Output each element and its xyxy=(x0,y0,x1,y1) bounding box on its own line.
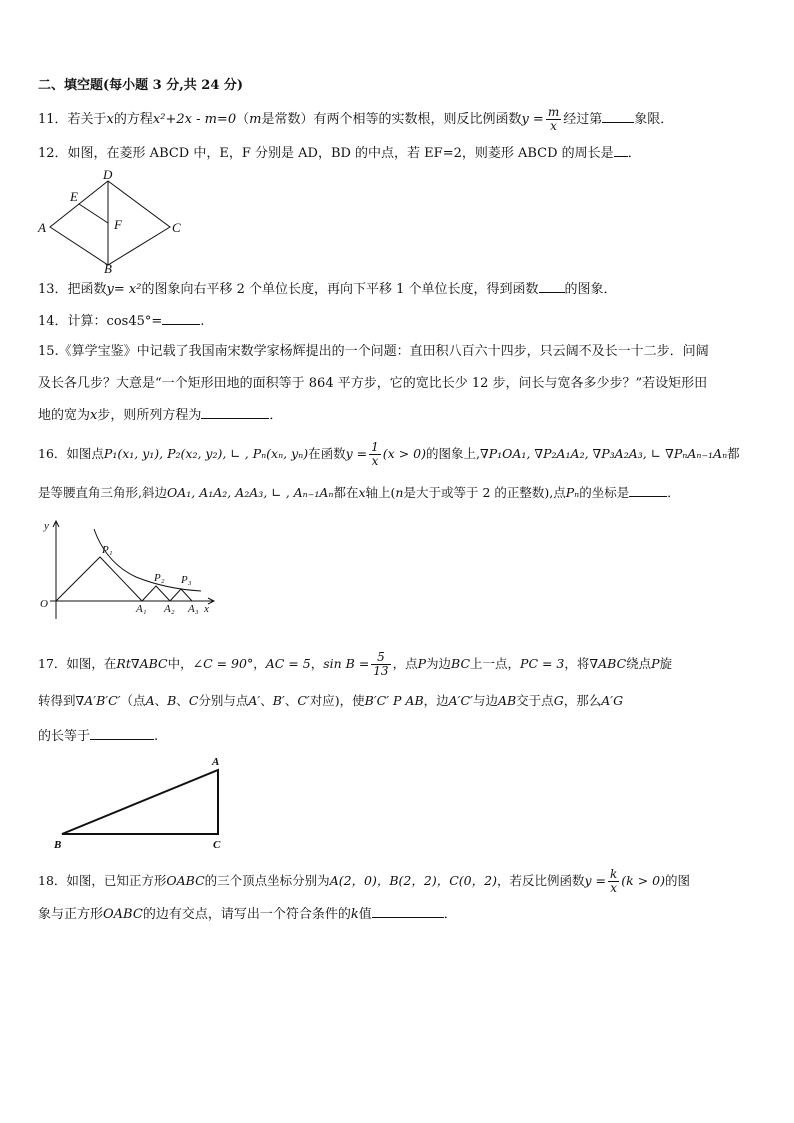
q17-text-e: ，点 xyxy=(392,656,418,671)
q13-function: y= x² xyxy=(106,282,142,297)
sep: 、 xyxy=(154,693,168,708)
q16-text-b: 在函数 xyxy=(308,446,346,461)
question-13 xyxy=(38,280,617,299)
q16-num: 1 xyxy=(371,440,379,454)
q12-end: ． xyxy=(627,146,641,161)
q17-text-t: . xyxy=(154,729,159,744)
label-c: C xyxy=(172,220,181,235)
hyperbola-figure xyxy=(36,515,226,627)
q17-sin: sin B = xyxy=(323,656,370,671)
label-x: x xyxy=(204,603,209,615)
q17-fraction xyxy=(371,651,390,678)
var-c-prime: C′ xyxy=(297,693,310,708)
label-a1: A₁ xyxy=(136,603,147,615)
q18-coordinates: A(2，0)，B(2，2)，C(0，2) xyxy=(329,873,497,888)
q17-text-h: ，将 xyxy=(564,656,590,671)
var-c: C xyxy=(188,693,199,708)
var-a: A xyxy=(145,693,155,708)
q17-text-c: ， xyxy=(253,656,266,671)
right-triangle-figure xyxy=(50,752,240,852)
q17-ag: A′G xyxy=(601,693,624,708)
q16-condition: (x > 0) xyxy=(382,446,426,461)
q16-den: x xyxy=(371,454,379,468)
question-18-line-1 xyxy=(38,868,690,895)
label-e: E xyxy=(70,189,78,204)
q16-edges: OA₁, A₁A₂, A₂A₃, ∟ , Aₙ₋₁Aₙ xyxy=(166,485,334,500)
answer-blank-17[interactable] xyxy=(90,727,154,740)
answer-blank-14[interactable] xyxy=(162,312,200,325)
label-p1: P₁ xyxy=(102,544,113,556)
q17-text-n: 对应)，使 xyxy=(309,693,365,708)
q18-text-a: 18．如图，已知正方形 xyxy=(38,873,167,888)
answer-blank-15[interactable] xyxy=(201,406,269,419)
q18-fraction xyxy=(608,868,619,895)
q17-text-i: 绕点 xyxy=(626,656,652,671)
q11-text-c: （ xyxy=(236,112,250,127)
q15-text-b: 步，则所列方程为 xyxy=(97,408,202,423)
q15-text-a: 地的宽为 xyxy=(38,408,91,423)
q11-text-d: 是常数）有两个相等的实数根，则反比例函数 xyxy=(261,112,522,127)
answer-blank-18[interactable] xyxy=(372,905,444,918)
rhombus-figure xyxy=(30,165,190,275)
q17-parallel: B′C′ P AB xyxy=(364,693,424,708)
question-16-line-2 xyxy=(38,484,680,502)
q17-text-b: 中， xyxy=(167,656,193,671)
q13-text-a: 13．把函数 xyxy=(38,282,107,297)
q18-condition: (k > 0) xyxy=(621,873,665,888)
q17-text-o: ，边 xyxy=(423,693,449,708)
q17-den: 13 xyxy=(373,664,389,678)
answer-blank-13[interactable] xyxy=(539,280,565,293)
q13-text-c: 的图象． xyxy=(564,282,617,297)
q17-text-k: 转得到 xyxy=(38,693,76,708)
q11-den: x xyxy=(550,119,557,133)
q17-ac: AC = 5 xyxy=(265,656,311,671)
q18-text-c: ，若反比例函数 xyxy=(496,873,585,888)
var-k: k xyxy=(350,907,359,922)
q17-abc: ∇ABC xyxy=(589,656,627,671)
q11-fraction xyxy=(546,106,561,133)
question-11 xyxy=(38,106,673,133)
q18-text-b: 的三个顶点坐标分别为 xyxy=(204,873,330,888)
sep: 、 xyxy=(260,693,273,708)
q16-points: P₁(x₁, y₁), P₂(x₂, y₂), ∟ , Pₙ(xₙ, yₙ) xyxy=(103,446,309,461)
q16-text-j: ． xyxy=(667,485,680,500)
q18-den: x xyxy=(610,881,618,895)
answer-blank-12[interactable] xyxy=(614,144,628,157)
q16-text-g: 轴上( xyxy=(365,485,396,500)
q18-text-f: 的边有交点，请写出一个符合条件的 xyxy=(142,907,351,922)
q11-equation: x²+2x - m=0 xyxy=(152,112,237,127)
q17-text-r: ，那么 xyxy=(563,693,602,708)
q17-text-a: 17．如图，在 xyxy=(38,656,117,671)
question-17-line-1 xyxy=(38,651,672,678)
q18-square: OABC xyxy=(166,873,205,888)
question-18-line-2 xyxy=(38,905,457,924)
q18-text-h: ． xyxy=(443,907,457,922)
section-title: 二、填空题(每小题 3 分,共 24 分) xyxy=(38,78,244,93)
var-p: P xyxy=(651,656,660,671)
label-f: F xyxy=(114,217,122,232)
q18-text-e: 象与正方形 xyxy=(38,907,104,922)
var-n: n xyxy=(395,485,404,500)
q17-text-l: （点 xyxy=(120,693,146,708)
label-a3: A₃ xyxy=(188,603,199,615)
q17-angle: ∠C = 90° xyxy=(192,656,254,671)
q18-square: OABC xyxy=(103,907,143,922)
sep: 、 xyxy=(284,693,298,708)
var-a-prime: A′ xyxy=(248,693,261,708)
q18-y: y = xyxy=(584,873,606,888)
q17-text-p: 与边 xyxy=(472,693,498,708)
q17-ab: AB xyxy=(497,693,517,708)
question-12 xyxy=(38,144,641,163)
q16-triangles: ∇P₁OA₁, ∇P₂A₁A₂, ∇P₃A₂A₃, ∟ ∇PₙAₙ₋₁Aₙ xyxy=(479,446,728,461)
q11-text-a: 11．若关于 xyxy=(38,112,107,127)
q17-text-f: 为边 xyxy=(426,656,452,671)
q15-text-c: ． xyxy=(269,408,283,423)
var-m: m xyxy=(249,112,262,127)
q17-bc: BC xyxy=(451,656,471,671)
label-o: O xyxy=(40,598,48,610)
question-14 xyxy=(38,312,204,331)
segment-ef xyxy=(79,204,108,223)
q16-fraction xyxy=(369,441,381,468)
q17-abc-prime: ∇A′B′C′ xyxy=(75,693,121,708)
triangle-abc xyxy=(62,770,218,834)
q11-text-f: 象限． xyxy=(634,112,674,127)
q18-text-g: 值 xyxy=(358,907,372,922)
q11-text-b: 的方程 xyxy=(113,112,153,127)
label-p2: P₂ xyxy=(154,572,165,584)
q16-text-d: 都 xyxy=(727,446,740,461)
q16-text-i: 的坐标是 xyxy=(579,485,630,500)
q17-ac-prime: A′C′ xyxy=(448,693,473,708)
question-16-line-1 xyxy=(38,441,740,468)
label-a: A xyxy=(38,220,46,235)
q17-text-s: 的长等于 xyxy=(38,729,91,744)
label-b: B xyxy=(54,839,62,851)
question-17-line-2 xyxy=(38,692,623,710)
q16-text-e: 是等腰直角三角形,斜边 xyxy=(38,485,167,500)
label-a: A xyxy=(212,756,220,768)
var-b-prime: B′ xyxy=(272,693,285,708)
var-x: x xyxy=(90,408,98,423)
q16-text-h: 是大于或等于 2 的正整数),点 xyxy=(403,485,566,500)
var-b: B xyxy=(167,693,177,708)
question-15-line-1: 15.《算学宝鉴》中记载了我国南宋数学家杨辉提出的一个问题：直田积八百六十四步，只云阔不及长一十二步．问阔 xyxy=(38,344,709,359)
question-17-line-3 xyxy=(38,727,158,746)
q17-text-q: 交于点 xyxy=(516,693,554,708)
q16-text-c: 的图象上, xyxy=(425,446,480,461)
q16-y: y = xyxy=(345,446,368,461)
q13-text-b: 的图象向右平移 2 个单位长度，再向下平移 1 个单位长度，得到函数 xyxy=(141,282,539,297)
label-d: D xyxy=(103,167,113,182)
var-x: x xyxy=(358,485,366,500)
var-g: G xyxy=(553,693,564,708)
q11-y: y = xyxy=(521,112,544,127)
q14-end: . xyxy=(200,314,205,329)
var-p: P xyxy=(417,656,427,671)
answer-blank-11[interactable] xyxy=(602,110,634,123)
q17-text-d: ， xyxy=(310,656,324,671)
var-pn: Pₙ xyxy=(565,485,580,500)
label-b: B xyxy=(104,261,112,275)
q12-text: 12．如图，在菱形 ABCD 中，E，F 分别是 AD，BD 的中点，若 EF=2，则菱形 ABCD 的周长是 xyxy=(38,146,614,161)
label-p3: P₃ xyxy=(181,574,192,586)
q17-num: 5 xyxy=(371,651,390,665)
label-y: y xyxy=(44,520,49,532)
q11-text-e: 经过第 xyxy=(563,112,603,127)
var-x: x xyxy=(106,112,114,127)
q18-text-d: 的图 xyxy=(664,873,690,888)
q18-num: k xyxy=(609,867,618,881)
q16-text-f: 都在 xyxy=(333,485,359,500)
q11-num: m xyxy=(547,105,560,119)
sep: 、 xyxy=(176,693,189,708)
q17-text-j: 旋 xyxy=(659,656,673,671)
triangle-p1 xyxy=(56,557,142,601)
q17-text-g: 上一点， xyxy=(470,656,521,671)
label-a2: A₂ xyxy=(164,603,175,615)
label-c: C xyxy=(213,839,221,851)
q17-pc: PC = 3 xyxy=(520,656,565,671)
triangle-p2 xyxy=(142,586,170,601)
triangle-p3 xyxy=(170,589,192,601)
question-15-line-2: 及长各几步？大意是“一个矩形田地的面积等于 864 平方步，它的宽比长少 12 步，问长与宽各多少步？”若设矩形田 xyxy=(38,376,708,391)
rhombus-abcd xyxy=(50,181,170,265)
question-15-line-3 xyxy=(38,406,282,425)
answer-blank-16[interactable] xyxy=(629,484,667,497)
q17-rt-triangle: Rt∇ABC xyxy=(116,656,168,671)
q14-text: 14．计算：cos45°= xyxy=(38,314,163,329)
q17-text-m: 分别与点 xyxy=(198,693,249,708)
q16-text-a: 16．如图点 xyxy=(38,446,104,461)
